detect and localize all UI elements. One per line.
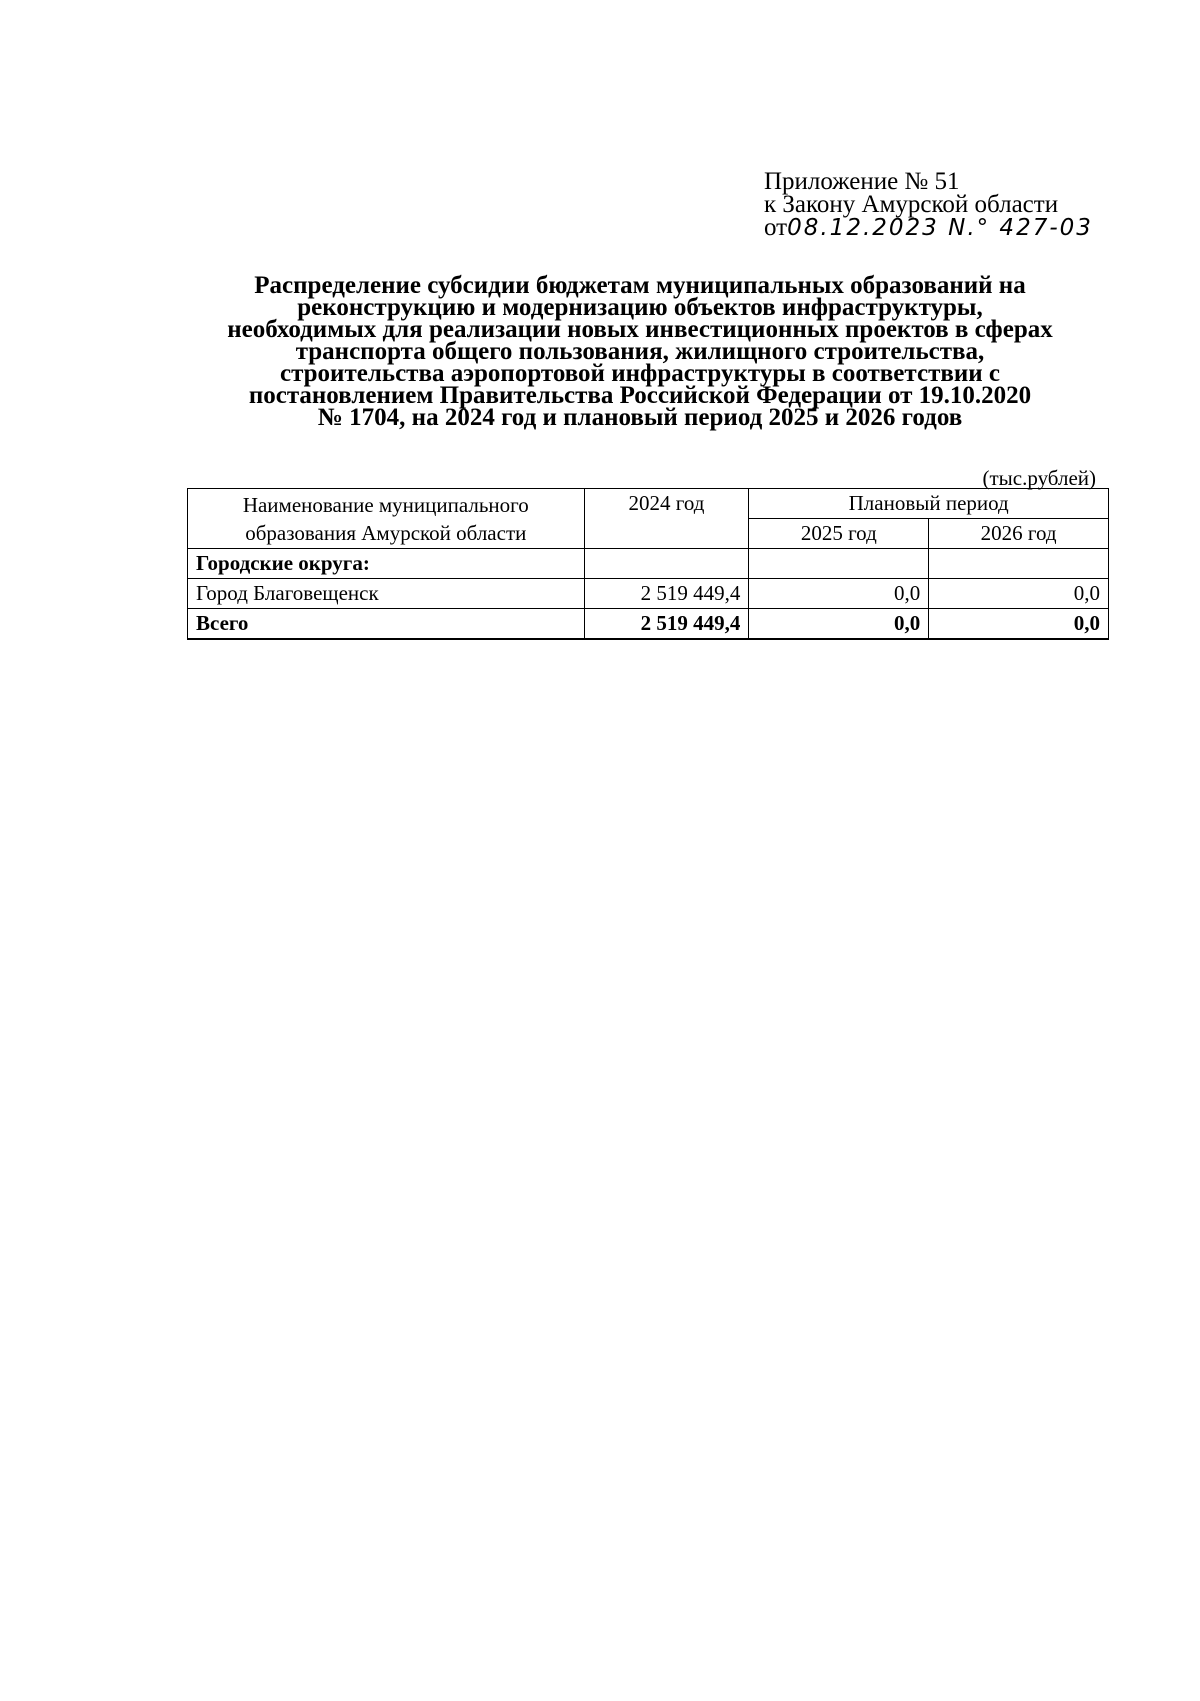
handwritten-date-number: 08.12.2023 N.° 427-03 bbox=[787, 215, 1093, 241]
total-value-2026: 0,0 bbox=[929, 609, 1109, 640]
header-year-2026: 2026 год bbox=[929, 519, 1109, 549]
header-planned-period: Плановый период bbox=[749, 489, 1109, 519]
table-section-row bbox=[188, 549, 1109, 579]
appendix-block bbox=[764, 170, 1144, 240]
empty-cell bbox=[749, 549, 929, 579]
title-line: необходимых для реализации новых инвестиционных проектов в сферах bbox=[227, 316, 1053, 343]
appendix-date-prefix: от bbox=[764, 214, 788, 241]
title-line: № 1704, на 2024 год и плановый период 2025 и 2026 годов bbox=[317, 404, 963, 431]
table-header-row bbox=[188, 489, 1109, 519]
empty-cell bbox=[929, 549, 1109, 579]
section-label: Городские округа: bbox=[188, 549, 585, 579]
title-line: постановлением Правительства Российской Федерации от 19.10.2020 bbox=[248, 382, 1032, 409]
row-municipality-name: Город Благовещенск bbox=[188, 579, 585, 609]
total-label: Всего bbox=[188, 609, 585, 640]
header-year-2025: 2025 год bbox=[749, 519, 929, 549]
title-line: реконструкцию и модернизацию объектов инфраструктуры, bbox=[297, 294, 983, 321]
appendix-law-reference: к Закону Амурской области bbox=[764, 191, 1059, 218]
row-value-2024: 2 519 449,4 bbox=[584, 579, 749, 609]
total-value-2024: 2 519 449,4 bbox=[584, 609, 749, 640]
title-line: транспорта общего пользования, жилищного строительства, bbox=[295, 338, 985, 365]
header-year-2024: 2024 год bbox=[584, 489, 749, 549]
empty-cell bbox=[584, 549, 749, 579]
document-title bbox=[170, 272, 1110, 431]
header-municipality-name bbox=[188, 489, 585, 549]
appendix-date-line bbox=[764, 216, 1144, 240]
table-row bbox=[188, 579, 1109, 609]
title-line: строительства аэропортовой инфраструктуры в соответствии с bbox=[279, 360, 1001, 387]
header-name-line: Наименование муниципального bbox=[242, 492, 529, 517]
appendix-number: Приложение № 51 bbox=[764, 168, 960, 195]
header-name-line: образования Амурской области bbox=[245, 520, 527, 545]
row-value-2026: 0,0 bbox=[929, 579, 1109, 609]
title-line: Распределение субсидии бюджетам муниципальных образований на bbox=[254, 272, 1026, 299]
distribution-table bbox=[187, 488, 1109, 640]
row-value-2025: 0,0 bbox=[749, 579, 929, 609]
table-total-row bbox=[188, 609, 1109, 640]
units-label: (тыс.рублей) bbox=[982, 466, 1096, 490]
total-value-2025: 0,0 bbox=[749, 609, 929, 640]
